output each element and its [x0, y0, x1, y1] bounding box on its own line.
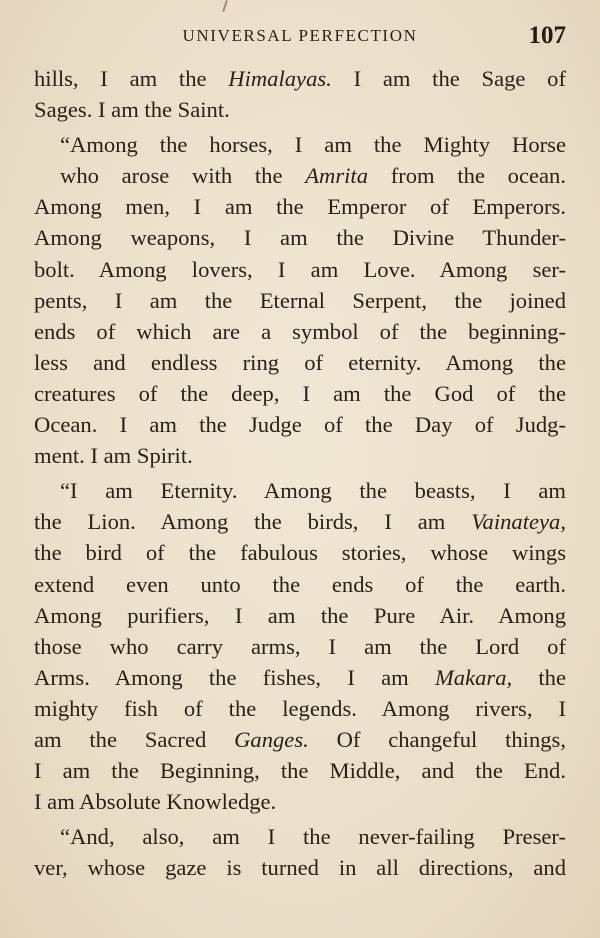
text-line: less and endless ring of eternity. Among the — [34, 349, 566, 375]
text-line: Among men, I am the Emperor of Emperors. — [34, 194, 566, 220]
text-line: Sages. I am the Saint. — [34, 97, 230, 123]
text-line: “I am Eternity. Among the beasts, I am — [60, 478, 566, 504]
text-line: the bird of the fabulous stories, whose wings — [34, 540, 566, 566]
text-line: who arose with the Amrita from the ocean. — [60, 163, 567, 189]
page-header — [34, 22, 566, 52]
text-line: “Among the horses, I am the Mighty Horse — [60, 132, 566, 158]
body-text — [34, 63, 566, 883]
text-line: am the Sacred Ganges. Of changeful things, — [34, 726, 566, 752]
running-head: UNIVERSAL PERFECTION — [182, 26, 418, 45]
text-line: hills, I am the Himalayas. I am the Sage of — [34, 66, 566, 91]
text-line: extend even unto the ends of the earth. — [34, 571, 566, 597]
text-line: Ocean. I am the Judge of the Day of Judg- — [34, 412, 566, 438]
text-line: “And, also, am I the never-failing Preser- — [60, 824, 566, 850]
text-line: Among weapons, I am the Divine Thunder- — [34, 225, 566, 251]
text-line: Arms. Among the fishes, I am Makara, the — [34, 664, 566, 690]
text-line: ends of which are a symbol of the beginning- — [34, 318, 566, 344]
text-line: I am Absolute Knowledge. — [34, 789, 277, 815]
text-line: Among purifiers, I am the Pure Air. Among — [34, 602, 566, 628]
text-line: ment. I am Spirit. — [34, 443, 193, 469]
text-line: creatures of the deep, I am the God of the — [34, 380, 566, 406]
text-line: I am the Beginning, the Middle, and the End. — [34, 758, 566, 784]
paragraph-2 — [34, 129, 566, 471]
text-line: the Lion. Among the birds, I am Vainateya, — [34, 509, 566, 535]
text-line: pents, I am the Eternal Serpent, the joined — [34, 287, 566, 313]
paragraph-4 — [34, 821, 566, 883]
text-line: ver, whose gaze is turned in all directions, and — [34, 855, 566, 881]
paragraph-1 — [34, 63, 566, 125]
text-line: mighty fish of the legends. Among rivers, I — [34, 695, 566, 721]
text-line: those who carry arms, I am the Lord of — [34, 633, 566, 659]
text-line: bolt. Among lovers, I am Love. Among ser- — [34, 256, 566, 282]
ink-mark — [222, 0, 228, 12]
paragraph-3 — [34, 475, 566, 817]
page-number: 107 — [528, 22, 566, 49]
